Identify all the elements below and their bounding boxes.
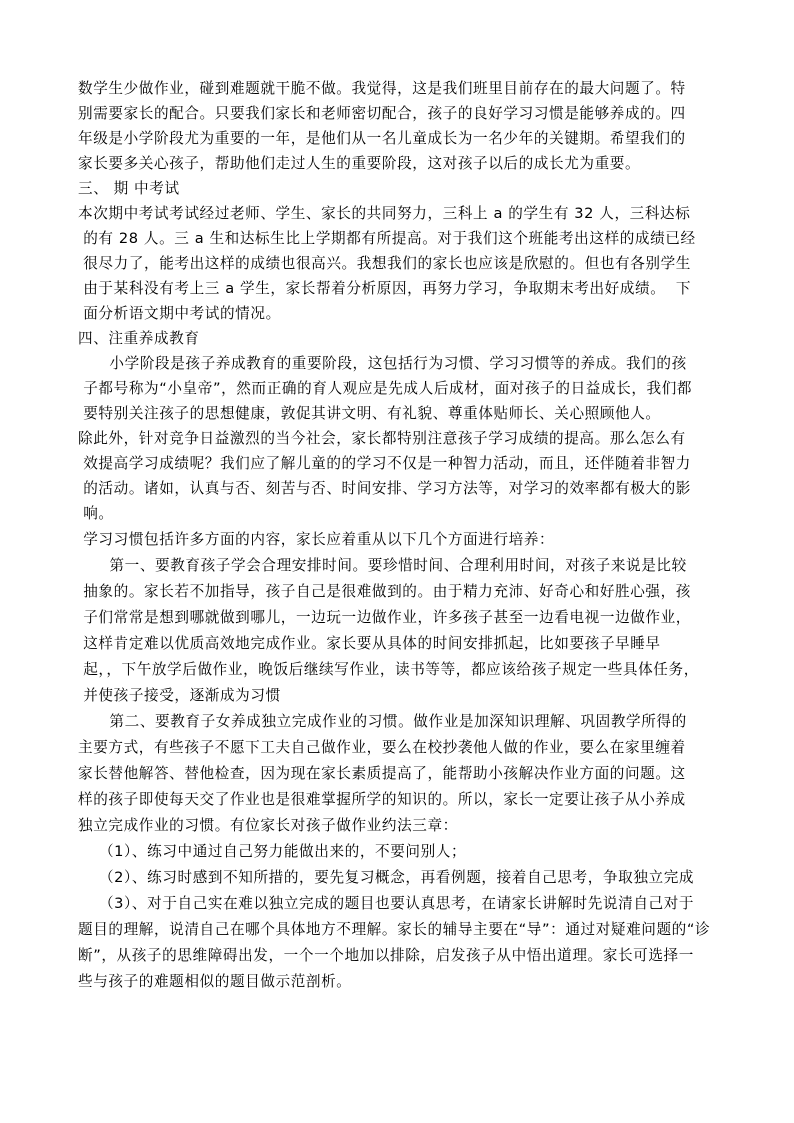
- text-line: 数学生少做作业，碰到难题就干脆不做。我觉得，这是我们班里目前存在的最大问题了。特: [78, 80, 686, 97]
- text-line: 的有 28 人。三 a 生和达标生比上学期都有所提高。对于我们这个班能考出这样的成绩已经: [78, 230, 696, 247]
- text-line: 并使孩子接受，逐渐成为习惯: [78, 687, 281, 704]
- list-item: （1）、练习中通过自己努力能做出来的，不要问别人；: [78, 843, 467, 860]
- text-line: 题目的理解，说清自己在哪个具体地方不理解。家长的辅导主要在“导”：通过对疑难问题的“诊: [78, 921, 711, 938]
- text-line: 本次期中考试考试经过老师、学生、家长的共同努力，三科上 a 的学生有 32 人，三科达标: [78, 205, 691, 222]
- text-line: 由于某科没有考上三 a 学生，家长帮着分析原因，再努力学习，争取期末考出好成绩。 下: [78, 280, 692, 297]
- text-line: 响。: [78, 505, 114, 522]
- text-line: 主要方式，有些孩子不愿下工夫自己做作业，要么在校抄袭他人做的作业，要么在家里缠着: [78, 739, 686, 756]
- text-line: 效提高学习成绩呢？我们应了解儿童的的学习不仅是一种智力活动，而且，还伴随着非智力: [78, 455, 691, 472]
- text-line: 的活动。诸如，认真与否、刻苦与否、时间安排、学习方法等，对学习的效率都有极大的影: [78, 480, 691, 497]
- text-line: 学习习惯包括许多方面的内容，家长应着重从以下几个方面进行培养：: [78, 531, 555, 548]
- text-line: 很尽力了，能考出这样的成绩也很高兴。我想我们的家长也应该是欣慰的。但也有各别学生: [78, 255, 691, 272]
- text-line: 这样肯定难以优质高效地完成作业。家长要从具体的时间安排抓起，比如要孩子早睡早: [78, 635, 661, 652]
- text-line: 家长要多关心孩子，帮助他们走过人生的重要阶段，这对孩子以后的成长尤为重要。: [78, 155, 641, 172]
- text-line: 要特别关注孩子的思想健康，敦促其讲文明、有礼貌、尊重体贴师长、关心照顾他人。: [78, 405, 661, 422]
- text-line: 除此外，针对竞争日益激烈的当今社会，家长都特别注意孩子学习成绩的提高。那么怎么有: [78, 430, 686, 447]
- list-item: （2）、练习时感到不知所措的，要先复习概念，再看例题，接着自己思考，争取独立完成: [78, 869, 695, 886]
- text-line: 家长替他解答、替他检查，因为现在家长素质提高了，能帮助小孩解决作业方面的问题。这: [78, 765, 686, 782]
- text-line: 抽象的。家长若不加指导，孩子自己是很难做到的。由于精力充沛、好奇心和好胜心强，孩: [78, 583, 691, 600]
- list-item: （3）、对于自己实在难以独立完成的题目也要认真思考，在请家长讲解时先说清自己对于: [78, 895, 695, 912]
- text-line: 第二、要教育子女养成独立完成作业的习惯。做作业是加深知识理解、巩固教学所得的: [78, 713, 687, 730]
- text-line: 断”，从孩子的思维障碍出发，一个一个地加以排除，启发孩子从中悟出道理。家长可选择一: [78, 947, 694, 964]
- text-line: 子都号称为“小皇帝”，然而正确的育人观应是先成人后成材，面对孩子的日益成长，我们都: [78, 380, 693, 397]
- text-line: 年级是小学阶段尤为重要的一年，是他们从一名儿童成长为一名少年的关键期。希望我们的: [78, 130, 686, 147]
- text-line: 子们常常是想到哪就做到哪儿，一边玩一边做作业，许多孩子甚至一边看电视一边做作业，: [78, 609, 691, 626]
- text-line: 面分析语文期中考试的情况。: [78, 305, 281, 322]
- text-line: 起，，下午放学后做作业，晚饭后继续写作业，读书等等，都应该给孩子规定一些具体任务，: [78, 661, 699, 678]
- section-heading: 四、注重养成教育: [78, 330, 200, 347]
- section-heading: 三、 期 中考试: [78, 180, 180, 197]
- text-line: 独立完成作业的习惯。有位家长对孩子做作业约法三章：: [78, 817, 458, 834]
- text-line: 别需要家长的配合。只要我们家长和老师密切配合，孩子的良好学习习惯是能够养成的。四: [78, 105, 686, 122]
- text-line: 样的孩子即使每天交了作业也是很难掌握所学的知识的。所以，家长一定要让孩子从小养成: [78, 791, 686, 808]
- text-line: 第一、要教育孩子学会合理安排时间。要珍惜时间、合理利用时间，对孩子来说是比较: [78, 557, 687, 574]
- text-line: 小学阶段是孩子养成教育的重要阶段，这包括行为习惯、学习习惯等的养成。我们的孩: [78, 355, 687, 372]
- text-line: 些与孩子的难题相似的题目做示范剖析。: [78, 973, 352, 990]
